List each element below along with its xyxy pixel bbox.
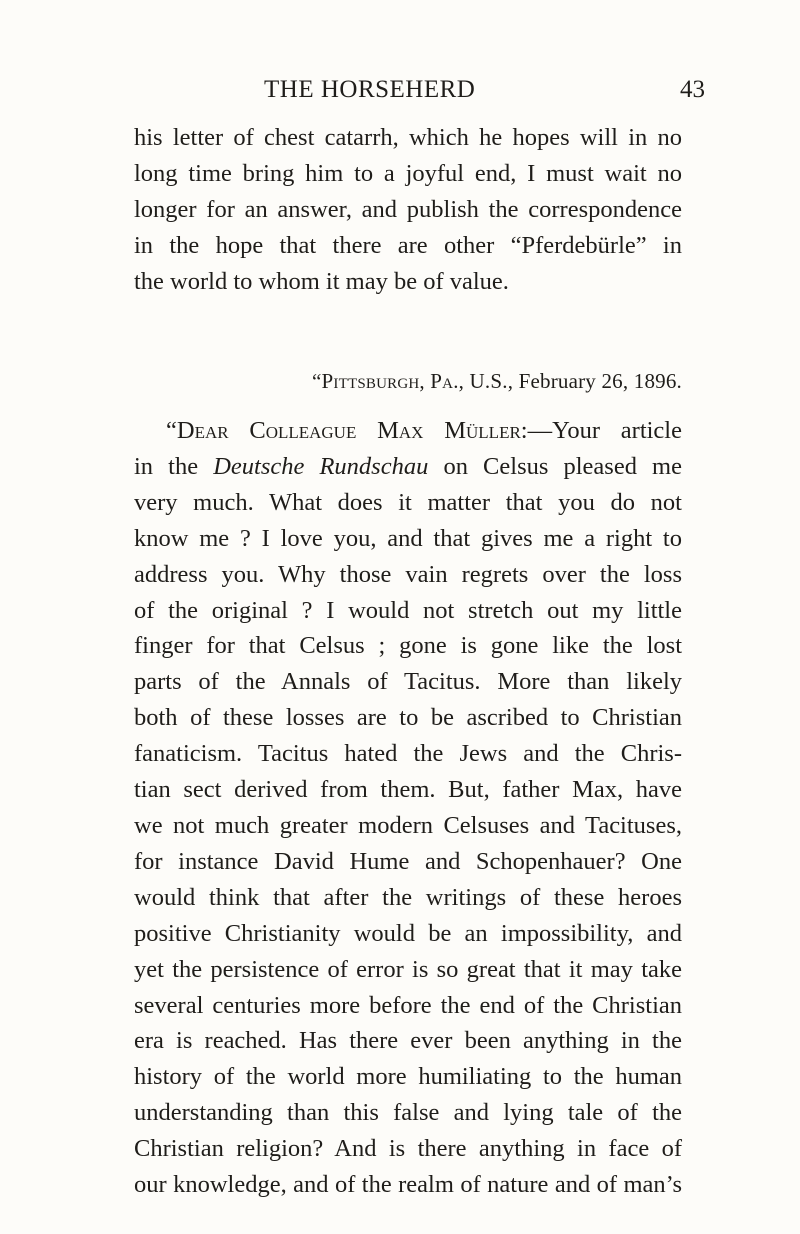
text-line: fanaticism. Tacitus hated the Jews and the Chris-	[134, 740, 682, 768]
salutation-quote: “	[166, 417, 177, 444]
paragraph-intro	[134, 120, 682, 300]
text-line: his letter of chest catarrh, which he hopes will in no	[134, 124, 682, 151]
text-line: understanding than this false and lying tale of the	[134, 1099, 682, 1127]
text-line: both of these losses are to be ascribed to Christian	[134, 704, 682, 732]
text-line: very much. What does it matter that you do not	[134, 488, 682, 516]
text-line	[134, 449, 682, 485]
letter-dateline	[312, 369, 682, 394]
text-line: longer for an answer, and publish the correspondence	[134, 195, 682, 223]
periodical-title: Deutsche Rundschau	[213, 452, 429, 480]
text-line: our knowledge, and of the realm of nature and of man’s	[134, 1171, 682, 1199]
text-line: in the hope that there are other “Pferdebürle” in	[134, 231, 682, 259]
dateline-quote: “	[312, 369, 322, 393]
text-line: Christian religion? And is there anything in face of	[134, 1135, 682, 1163]
text-line: long time bring him to a joyful end, I must wait no	[134, 159, 682, 187]
salutation-continuation: :—Your article	[520, 417, 682, 444]
page-number: 43	[680, 76, 705, 103]
text-line: era is reached. Has there ever been anything in the	[134, 1027, 682, 1055]
text-line: would think that after the writings of these heroes	[134, 883, 682, 911]
text-line: parts of the Annals of Tacitus. More than likely	[134, 668, 682, 696]
text-line: address you. Why those vain regrets over the loss	[134, 560, 682, 588]
letter-body	[134, 413, 682, 1203]
text-line: finger for that Celsus ; gone is gone like the lost	[134, 632, 682, 660]
text-fragment: in the	[134, 452, 214, 480]
text-line: history of the world more humiliating to the human	[134, 1063, 682, 1091]
text-line: for instance David Hume and Schopenhauer? One	[134, 847, 682, 875]
text-line: tian sect derived from them. But, father Max, have	[134, 776, 682, 804]
text-fragment: on Celsus pleased me	[428, 452, 682, 480]
dateline-date: U.S., February 26, 1896.	[464, 369, 682, 393]
text-line: positive Christianity would be an impossibility, and	[134, 919, 682, 947]
salutation-line	[134, 413, 682, 449]
text-line: we not much greater modern Celsuses and Tacituses,	[134, 811, 682, 839]
dateline-place: Pittsburgh, Pa.,	[321, 369, 465, 393]
text-line: yet the persistence of error is so great that it may take	[134, 955, 682, 983]
running-title: THE HORSEHERD	[264, 76, 476, 103]
text-line: of the original ? I would not stretch out my little	[134, 596, 682, 624]
text-line: know me ? I love you, and that gives me a right to	[134, 524, 682, 552]
text-line: the world to whom it may be of value.	[134, 267, 509, 295]
text-line: several centuries more before the end of the Christian	[134, 991, 682, 1019]
salutation: Dear Colleague Max Müller	[176, 417, 521, 444]
